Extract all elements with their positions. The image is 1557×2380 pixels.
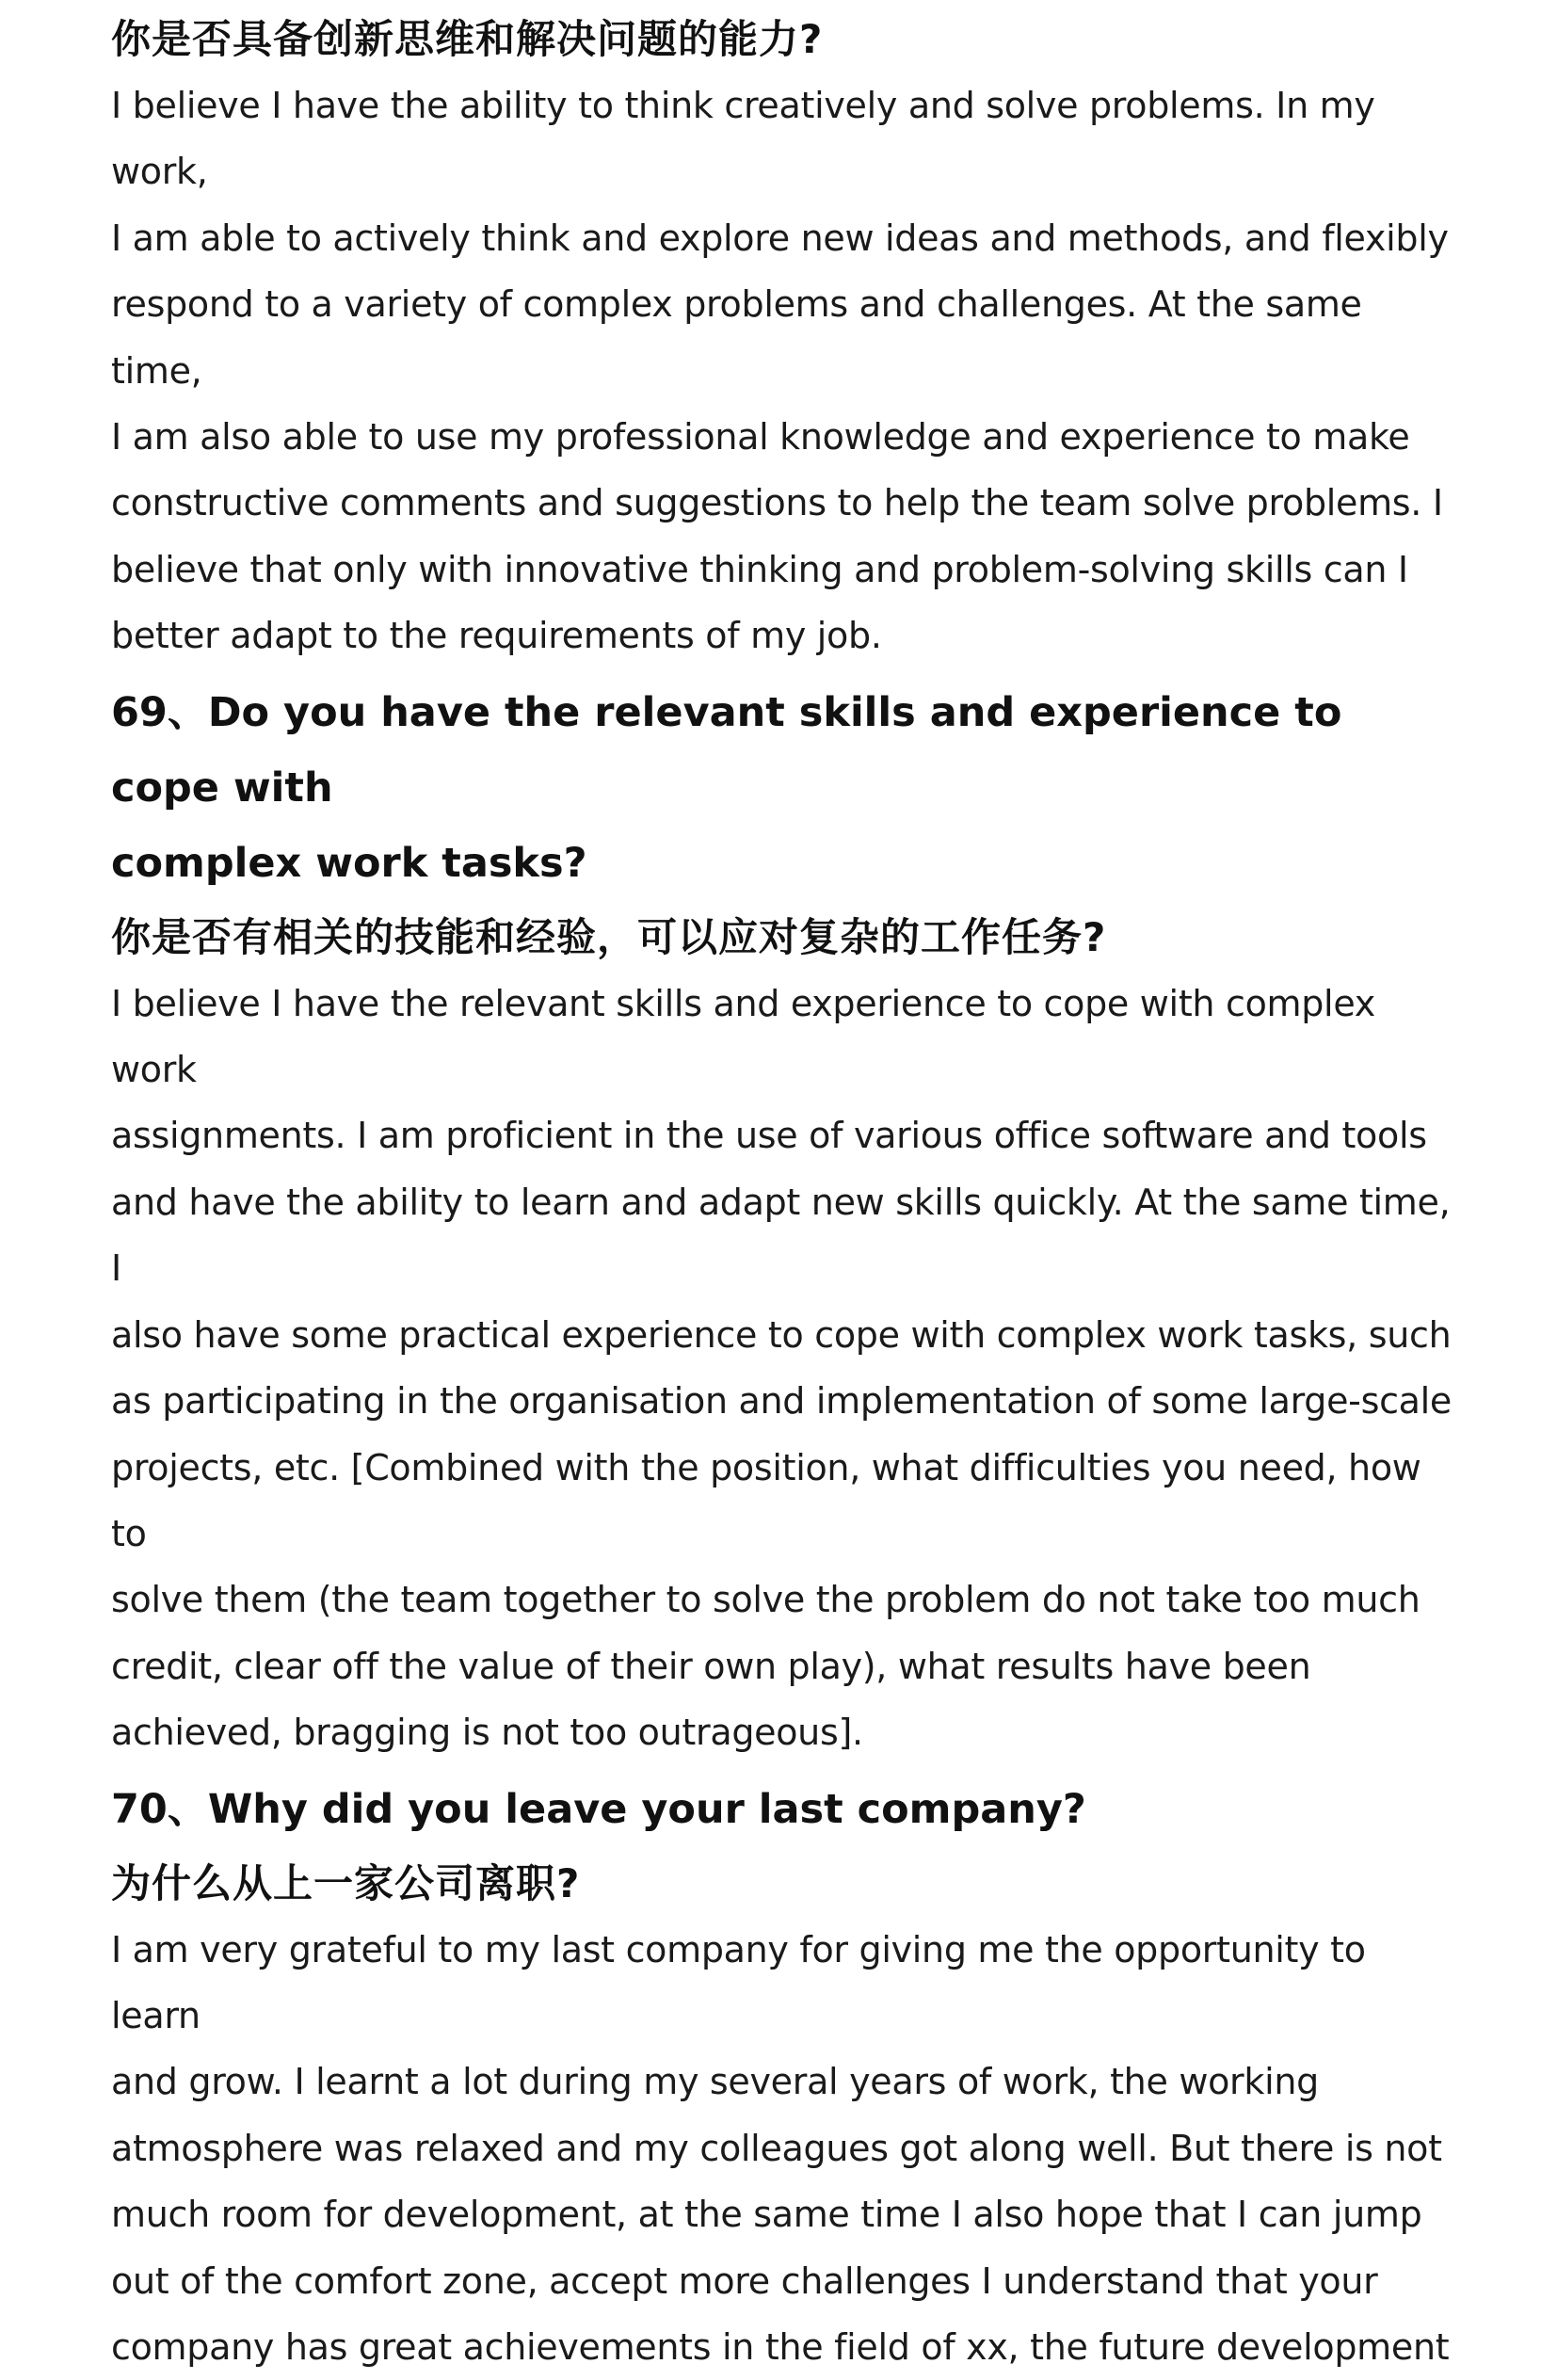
answer-text: I believe I have the relevant skills and experience to cope with complex work assignments. I am proficient in the use of various office software and tools and have the ability to learn and adapt new skills quickly. At the same time, I also have some practical experience to cope with complex work tasks, such as participating in the organisation and implementation of some large-scale projects, etc. [Combined with the position, what difficulties you need, how to solve them (the team together to solve the problem do not take too much credit, clear off the value of their own play), what results have been achieved, bragging is not too outrageous]. bbox=[111, 982, 1453, 1754]
question-zh: 为什么从上一家公司离职? bbox=[111, 1859, 581, 1906]
qa-section-69 bbox=[111, 675, 1457, 1766]
question-zh: 你是否具备创新思维和解决问题的能力? bbox=[111, 16, 824, 62]
question-en: 70、Why did you leave your last company? bbox=[111, 1785, 1086, 1833]
question-en: 69、Do you have the relevant skills and experience to cope with complex work tasks? bbox=[111, 688, 1342, 887]
answer-text: I am very grateful to my last company for giving me the opportunity to learn and grow. I learnt a lot during my several years of work, the working atmosphere was relaxed and my colleagues got along well. But there is not much room for development, at the same time I also hope that I can jump out of the comfort zone, accept more challenges I understand that your company has great achievements in the field of xx, the future development bbox=[111, 1928, 1450, 2368]
question-zh: 你是否有相关的技能和经验，可以应对复杂的工作任务? bbox=[111, 913, 1107, 960]
qa-section-creativity bbox=[111, 0, 1457, 669]
qa-section-70 bbox=[111, 1772, 1457, 2380]
answer-text: I believe I have the ability to think creatively and solve problems. In my work, I am able to actively think and explore new ideas and methods, and flexibly respond to a variety of complex problems and challenges. At the same time, I am also able to use my professional knowledge and experience to make constructive comments and suggestions to help the team solve problems. I believe that only with innovative thinking and problem-solving skills can I better adapt to the requirements of my job. bbox=[111, 85, 1449, 657]
document-page bbox=[111, 0, 1457, 2380]
